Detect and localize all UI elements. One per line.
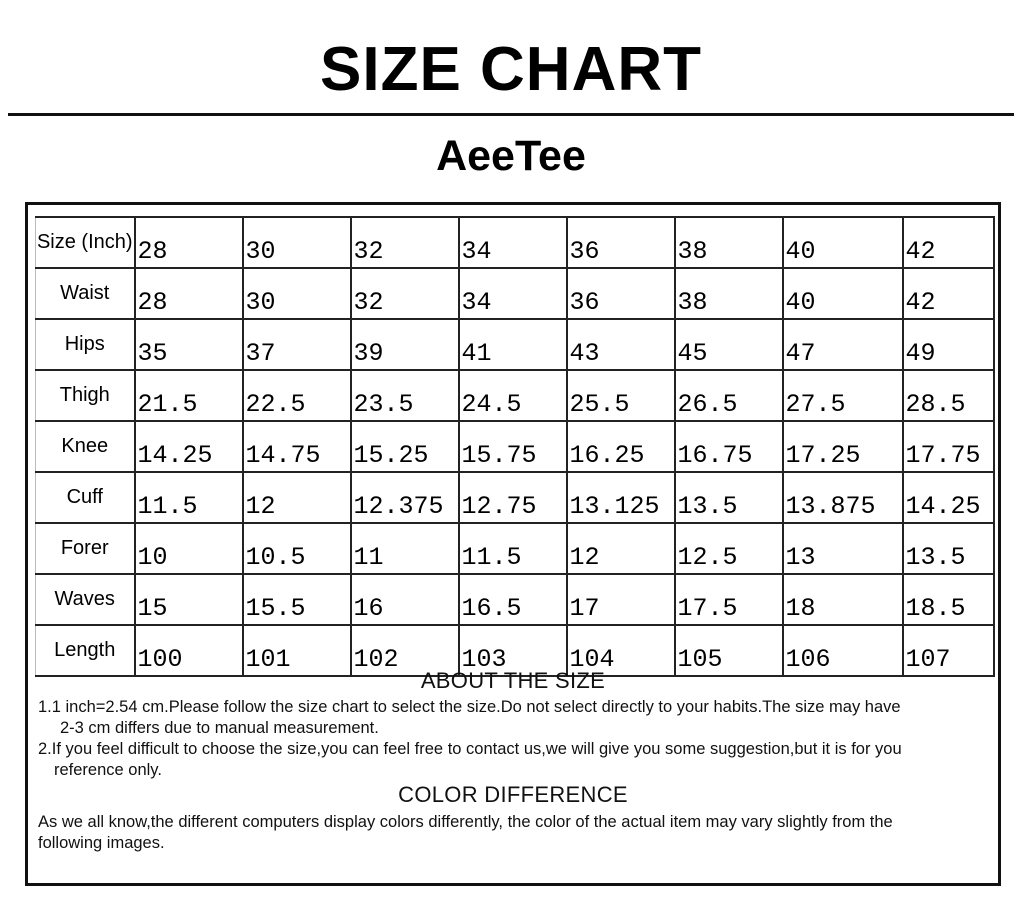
table-cell: 15.5 bbox=[243, 574, 351, 625]
table-cell: 38 bbox=[675, 217, 783, 268]
table-cell: 12.375 bbox=[351, 472, 459, 523]
table-cell: 28 bbox=[135, 268, 243, 319]
table-row bbox=[36, 421, 994, 472]
table-cell: 17 bbox=[567, 574, 675, 625]
table-cell: 40 bbox=[783, 217, 903, 268]
row-label: Hips bbox=[36, 319, 135, 370]
table-cell: 22.5 bbox=[243, 370, 351, 421]
table-cell: 13.5 bbox=[903, 523, 994, 574]
table-cell: 17.25 bbox=[783, 421, 903, 472]
table-cell: 32 bbox=[351, 268, 459, 319]
table-cell: 16.5 bbox=[459, 574, 567, 625]
table-cell: 16.25 bbox=[567, 421, 675, 472]
table-cell: 10.5 bbox=[243, 523, 351, 574]
about-line-2: 2.If you feel difficult to choose the size,you can feel free to contact us,we will give you some suggestion,but it is for you bbox=[38, 740, 902, 758]
table-cell: 34 bbox=[459, 217, 567, 268]
table-cell: 15.25 bbox=[351, 421, 459, 472]
table-cell: 35 bbox=[135, 319, 243, 370]
table-cell: 47 bbox=[783, 319, 903, 370]
about-line-1-cont: 2-3 cm differs due to manual measurement. bbox=[60, 719, 379, 737]
table-cell: 25.5 bbox=[567, 370, 675, 421]
table-cell: 41 bbox=[459, 319, 567, 370]
table-row bbox=[36, 268, 994, 319]
about-heading: ABOUT THE SIZE bbox=[420, 668, 606, 693]
table-cell: 10 bbox=[135, 523, 243, 574]
table-cell: 30 bbox=[243, 217, 351, 268]
table-cell: 12.5 bbox=[675, 523, 783, 574]
color-difference-section bbox=[38, 782, 988, 854]
table-cell: 12.75 bbox=[459, 472, 567, 523]
table-cell: 12 bbox=[567, 523, 675, 574]
table-cell: 107 bbox=[903, 625, 994, 676]
table-cell: 14.75 bbox=[243, 421, 351, 472]
row-label: Knee bbox=[36, 421, 135, 472]
table-cell: 13.5 bbox=[675, 472, 783, 523]
color-line-1: As we all know,the different computers display colors differently, the color of the actual item may vary slightly from the bbox=[38, 813, 893, 831]
color-line-2: following images. bbox=[38, 834, 165, 852]
table-cell: 11 bbox=[351, 523, 459, 574]
table-cell: 13 bbox=[783, 523, 903, 574]
row-label: Forer bbox=[36, 523, 135, 574]
about-the-size-section bbox=[38, 668, 988, 781]
table-cell: 40 bbox=[783, 268, 903, 319]
table-cell: 16.75 bbox=[675, 421, 783, 472]
table-cell: 36 bbox=[567, 217, 675, 268]
table-cell: 12 bbox=[243, 472, 351, 523]
row-label: Thigh bbox=[36, 370, 135, 421]
row-label: Waist bbox=[36, 268, 135, 319]
table-cell: 28.5 bbox=[903, 370, 994, 421]
size-table-body bbox=[36, 217, 994, 676]
table-cell: 26.5 bbox=[675, 370, 783, 421]
size-table bbox=[35, 216, 995, 677]
table-cell: 103 bbox=[459, 625, 567, 676]
table-cell: 42 bbox=[903, 217, 994, 268]
table-row bbox=[36, 574, 994, 625]
table-cell: 38 bbox=[675, 268, 783, 319]
table-cell: 23.5 bbox=[351, 370, 459, 421]
table-cell: 36 bbox=[567, 268, 675, 319]
table-cell: 106 bbox=[783, 625, 903, 676]
table-cell: 105 bbox=[675, 625, 783, 676]
table-cell: 34 bbox=[459, 268, 567, 319]
table-cell: 30 bbox=[243, 268, 351, 319]
table-cell: 17.5 bbox=[675, 574, 783, 625]
table-cell: 32 bbox=[351, 217, 459, 268]
table-row bbox=[36, 523, 994, 574]
table-cell: 27.5 bbox=[783, 370, 903, 421]
table-cell: 101 bbox=[243, 625, 351, 676]
table-cell: 100 bbox=[135, 625, 243, 676]
table-cell: 102 bbox=[351, 625, 459, 676]
table-cell: 16 bbox=[351, 574, 459, 625]
brand-name: AeeTee bbox=[436, 132, 586, 180]
table-cell: 24.5 bbox=[459, 370, 567, 421]
table-cell: 13.125 bbox=[567, 472, 675, 523]
about-line-1: 1.1 inch=2.54 cm.Please follow the size chart to select the size.Do not select directly to your habits.The size may have bbox=[38, 698, 901, 716]
table-row bbox=[36, 472, 994, 523]
table-cell: 28 bbox=[135, 217, 243, 268]
table-cell: 39 bbox=[351, 319, 459, 370]
about-line-2-cont: reference only. bbox=[54, 761, 162, 779]
table-row bbox=[36, 217, 994, 268]
row-label: Size (Inch) bbox=[36, 217, 135, 268]
table-cell: 11.5 bbox=[459, 523, 567, 574]
table-cell: 37 bbox=[243, 319, 351, 370]
row-label: Length bbox=[36, 625, 135, 676]
table-cell: 49 bbox=[903, 319, 994, 370]
table-cell: 17.75 bbox=[903, 421, 994, 472]
table-cell: 45 bbox=[675, 319, 783, 370]
table-cell: 18.5 bbox=[903, 574, 994, 625]
table-cell: 104 bbox=[567, 625, 675, 676]
table-cell: 13.875 bbox=[783, 472, 903, 523]
table-cell: 18 bbox=[783, 574, 903, 625]
page-title: SIZE CHART bbox=[320, 35, 702, 104]
table-cell: 42 bbox=[903, 268, 994, 319]
table-row bbox=[36, 370, 994, 421]
title-divider bbox=[8, 113, 1014, 116]
table-cell: 14.25 bbox=[135, 421, 243, 472]
table-cell: 14.25 bbox=[903, 472, 994, 523]
row-label: Cuff bbox=[36, 472, 135, 523]
color-heading: COLOR DIFFERENCE bbox=[398, 782, 628, 807]
table-cell: 21.5 bbox=[135, 370, 243, 421]
table-row bbox=[36, 319, 994, 370]
table-cell: 43 bbox=[567, 319, 675, 370]
table-cell: 15.75 bbox=[459, 421, 567, 472]
table-cell: 15 bbox=[135, 574, 243, 625]
row-label: Waves bbox=[36, 574, 135, 625]
table-cell: 11.5 bbox=[135, 472, 243, 523]
